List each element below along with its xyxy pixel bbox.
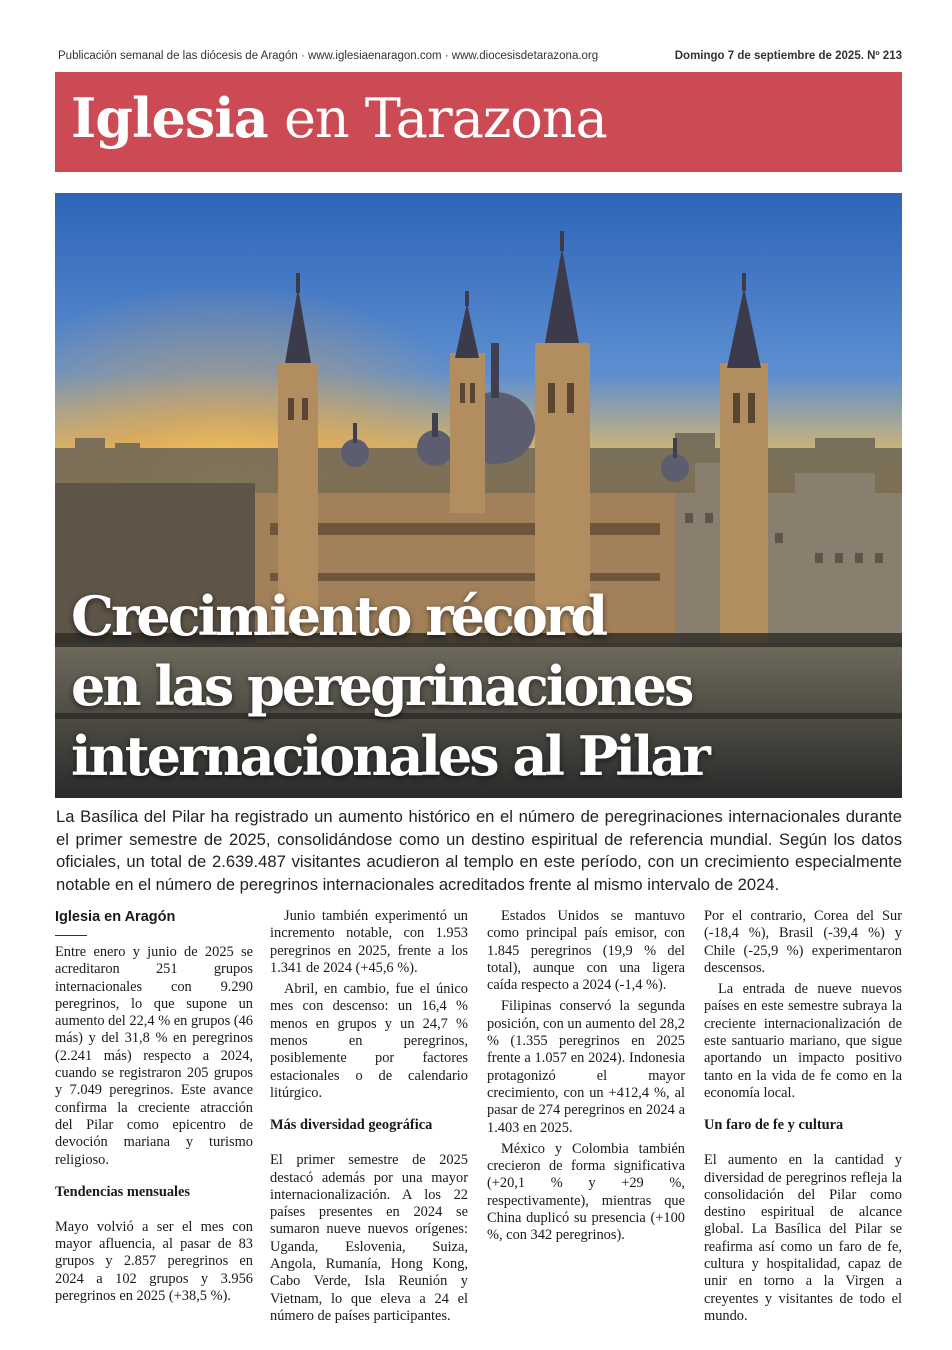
byline: Iglesia en Aragón: [55, 908, 253, 930]
headline-line-1: Crecimiento récord: [71, 584, 606, 648]
masthead-title: [71, 82, 607, 155]
article-column-1: [55, 908, 253, 1309]
paragraph-10: La entrada de nueve nuevos países en este semestre subraya la creciente internacionalización de este santuario mariano, que sigue aportando un impacto positivo tanto en la vida de fe como en la economía local.: [704, 981, 902, 1101]
paragraph-1: Entre enero y junio de 2025 se acreditaron 251 grupos internacionales con 9.290 peregrinos, lo que supone un aumento del 22,4 % en grupos (46 más) y del 31,8 % en peregrinos (2.241 más) respecto a 2024, cuando se registraron 205 grupos y 7.049 peregrinos. Este avance confirma la creciente atracción del Pilar como epicentro de devoción mariana y turismo religioso.: [55, 944, 253, 1168]
masthead: [55, 72, 902, 172]
paragraph-7: Filipinas conservó la segunda posición, con un aumento del 28,2 % (1.355 peregrinos en 2025 frente a 1.057 en 2024). Indonesia protagonizó el mayor crecimiento, con un +412,4 %, al pasar de 274 peregrinos en 2024 a 1.403 en 2025.: [487, 998, 685, 1136]
article-column-2: [270, 908, 468, 1329]
masthead-title-bold: Iglesia: [71, 86, 268, 150]
subheading-faro: Un faro de fe y cultura: [704, 1117, 844, 1134]
paragraph-2: Mayo volvió a ser el mes con mayor afluencia, al pasar de 83 grupos y 2.857 peregrinos en 2024 a 102 grupos y 3.956 peregrinos en 2025 (+38,5 %).: [55, 1218, 253, 1305]
paragraph-4: Abril, en cambio, fue el único mes con descenso: un 16,4 % menos en grupos y un 24,7 % menos en peregrinos, posiblemente por factores estacionales o de calendario litúrgico.: [270, 981, 468, 1101]
paragraph-8: México y Colombia también crecieron de forma significativa (+20,1 % y +29 %, respectivamente), mientras que China duplicó su presencia (+100 %, con 342 peregrinos).: [487, 1140, 685, 1244]
publication-line: Publicación semanal de las diócesis de Aragón · www.iglesiaenaragon.com · www.diocesisdetarazona.org: [58, 50, 599, 62]
cover-photo: [55, 193, 902, 798]
lead-paragraph: La Basílica del Pilar ha registrado un aumento histórico en el número de peregrinaciones internacionales durante el primer semestre de 2025, consolidándose como un destino espiritual de referencia mundial. Según los datos oficiales, un total de 2.639.487 visitantes acudieron al templo en este período, con un crecimiento especialmente notable en el número de peregrinos internacionales acreditados frente al mismo intervalo de 2024.: [56, 807, 902, 894]
masthead-title-light: en Tarazona: [267, 87, 607, 150]
headline-line-2: en las peregrinaciones: [71, 654, 692, 718]
paragraph-11: El aumento en la cantidad y diversidad de peregrinos refleja la consolidación del Pilar como destino espiritual de alcance global. La Basílica del Pilar se reafirma así como un faro de fe, cultura y hospitalidad, capaz de unir en torno a la Virgen a creyentes y visitantes de todo el mundo.: [704, 1152, 902, 1324]
subheading-tendencias: Tendencias mensuales: [55, 1183, 191, 1200]
date-issue: Domingo 7 de septiembre de 2025. Nº 213: [674, 50, 902, 62]
article-column-3: [487, 908, 685, 1249]
subheading-diversidad: Más diversidad geográfica: [270, 1117, 433, 1134]
paragraph-6: Estados Unidos se mantuvo como principal país emisor, con 1.845 peregrinos (19,9 % del total), aunque con una ligera caída respecto a 2024 (-1,4 %).: [487, 908, 685, 994]
article-column-4: [704, 908, 902, 1329]
main-headline: [71, 581, 901, 791]
paragraph-3: Junio también experimentó un incremento notable, con 1.953 peregrinos en 2025, frente a los 1.341 de 2024 (+45,6 %).: [270, 908, 468, 976]
paragraph-9: Por el contrario, Corea del Sur (-18,4 %), Brasil (-39,4 %) y Chile (-25,9 %) experimentaron descensos.: [704, 908, 902, 976]
paragraph-5: El primer semestre de 2025 destacó además por una mayor internacionalización. A los 22 países presentes en 2024 se sumaron nueve nuevos orígenes: Uganda, Eslovenia, Suiza, Angola, Rumanía, Hong Kong, Cabo Verde, Isla Reunión y Vietnam, lo que eleva a 24 el número de países participantes.: [270, 1152, 468, 1324]
top-line: [58, 50, 902, 66]
headline-line-3: internacionales al Pilar: [71, 724, 708, 788]
